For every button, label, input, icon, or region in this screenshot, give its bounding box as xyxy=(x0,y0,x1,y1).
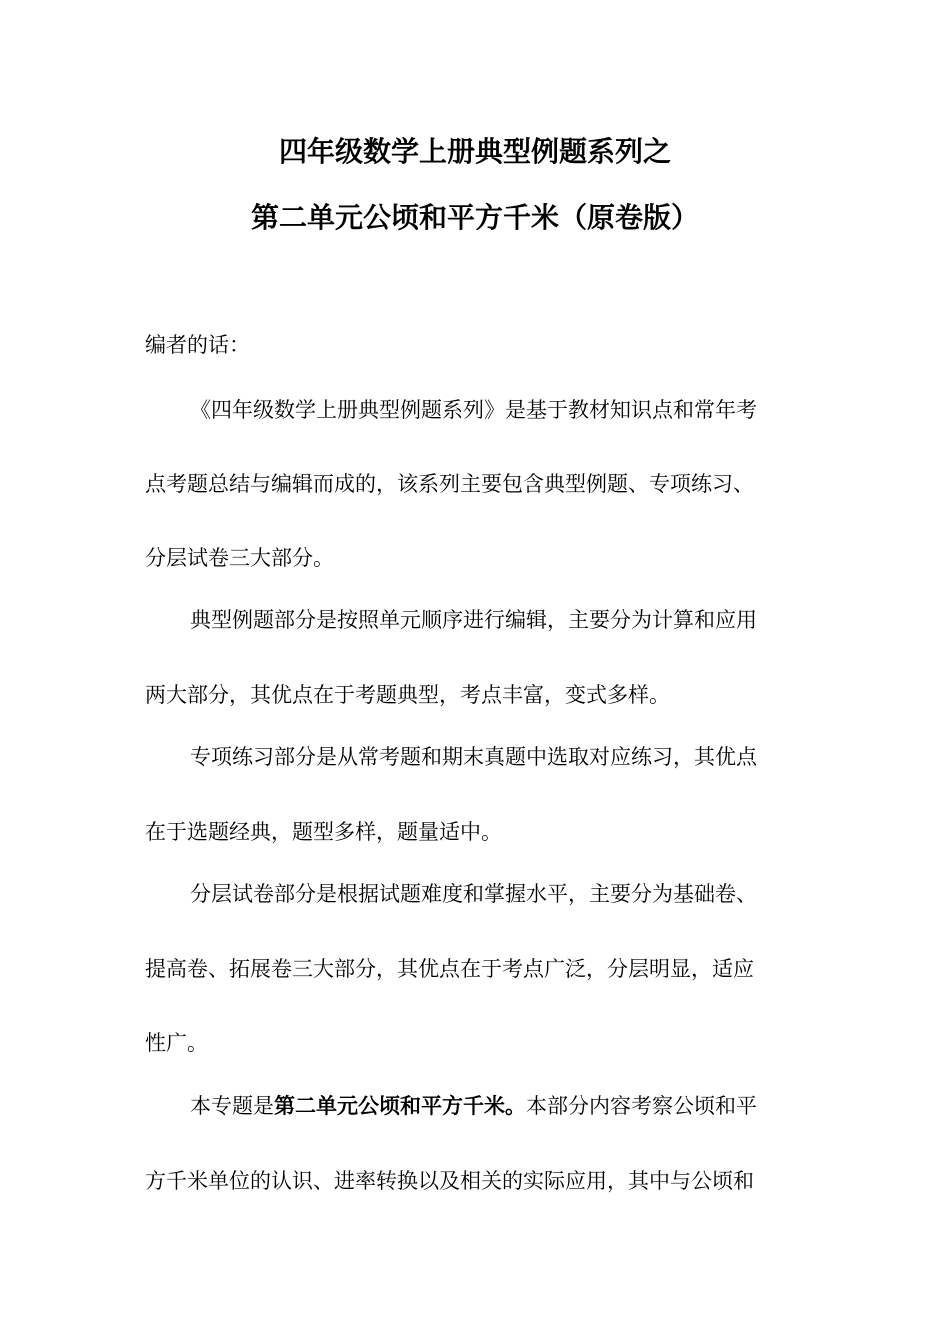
paragraph-5-topic: 第二单元公顷和平方千米。 xyxy=(274,1094,526,1118)
paragraph-3-line-1: 专项练习部分是从常考题和期末真题中选取对应练习，其优点 xyxy=(190,745,757,769)
document-title-line-1: 四年级数学上册典型例题系列之 xyxy=(278,135,671,168)
paragraph-5-line-1 xyxy=(190,1092,757,1120)
paragraph-4-line-2: 提高卷、拓展卷三大部分，其优点在于考点广泛，分层明显，适应 xyxy=(145,957,754,981)
paragraph-2-line-2: 两大部分，其优点在于考题典型，考点丰富，变式多样。 xyxy=(145,683,670,707)
paragraph-1-line-3: 分层试卷三大部分。 xyxy=(145,546,334,570)
paragraph-5-intro: 本专题是 xyxy=(190,1094,274,1118)
paragraph-4-line-1: 分层试卷部分是根据试题难度和掌握水平，主要分为基础卷、 xyxy=(190,882,757,906)
paragraph-1-line-1: 《四年级数学上册典型例题系列》是基于教材知识点和常年考 xyxy=(190,398,757,422)
paragraph-1-line-2: 点考题总结与编辑而成的，该系列主要包含典型例题、专项练习、 xyxy=(145,472,754,496)
paragraph-3-line-2: 在于选题经典，题型多样，题量适中。 xyxy=(145,820,502,844)
paragraph-5-continuation: 本部分内容考察公顷和平 xyxy=(526,1094,757,1118)
paragraph-4-line-3: 性广。 xyxy=(145,1031,208,1055)
editor-note-label: 编者的话： xyxy=(145,333,250,357)
paragraph-5-line-2: 方千米单位的认识、进率转换以及相关的实际应用，其中与公顷和 xyxy=(145,1169,754,1193)
paragraph-2-line-1: 典型例题部分是按照单元顺序进行编辑，主要分为计算和应用 xyxy=(190,608,757,632)
document-title-line-2: 第二单元公顷和平方千米（原卷版） xyxy=(250,201,699,234)
